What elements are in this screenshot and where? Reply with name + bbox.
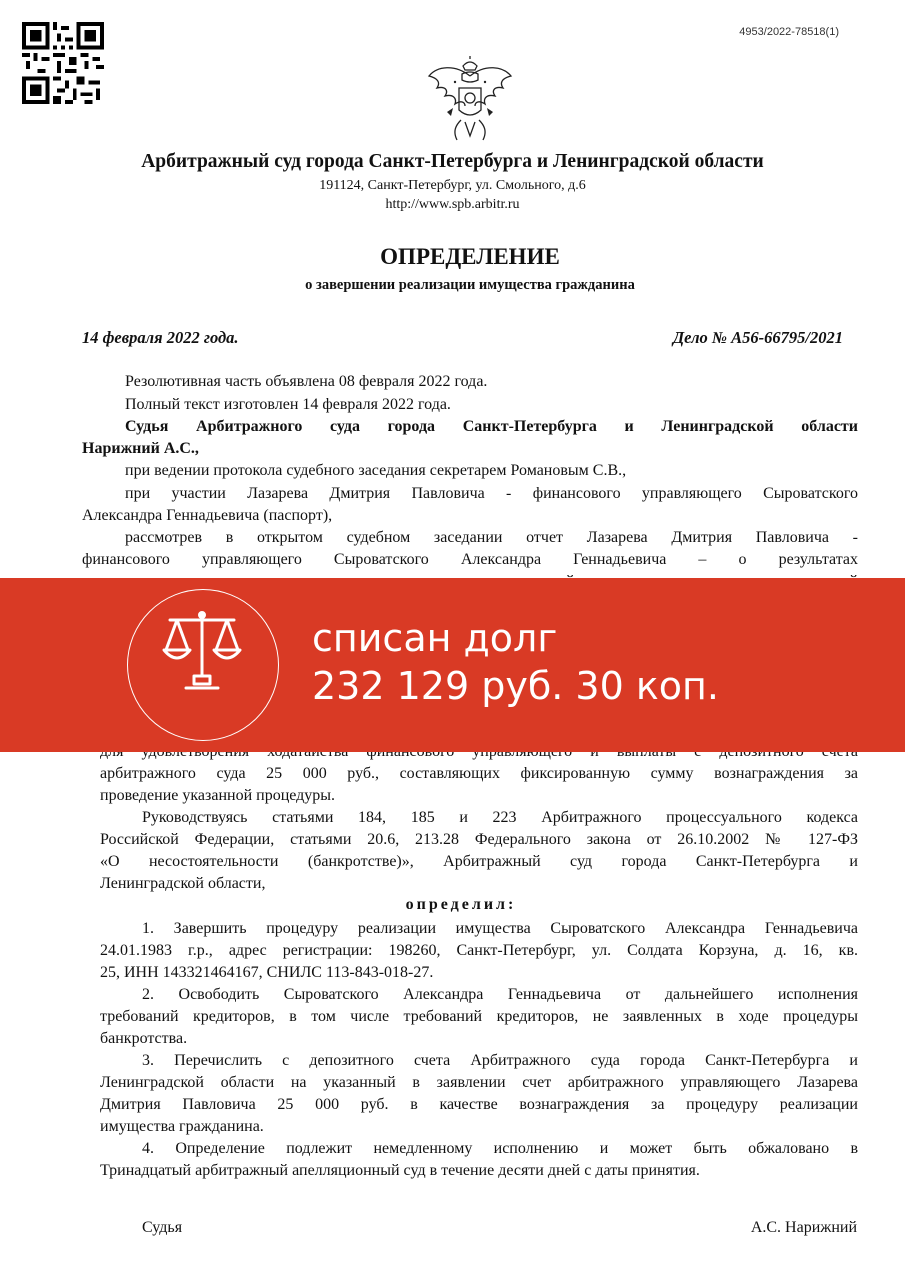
decree-line: 24.01.1983 г.р., адрес регистрации: 198260, Санкт-Петербург, ул. Солдата Корзуна, д. 16, кв.: [100, 942, 858, 959]
paragraph-line: Резолютивная часть объявлена 08 февраля 2022 года.: [125, 373, 488, 390]
paragraph-line: финансового управляющего Сыроватского Александра Геннадьевича – о результатах: [82, 551, 858, 568]
paragraph-line: Судья Арбитражного суда города Санкт-Петербурга и Ленинградской области: [125, 418, 858, 435]
decree-line: 4. Определение подлежит немедленному исполнению и может быть обжаловано в: [142, 1140, 858, 1157]
decree-line: требований кредиторов, в том числе требований кредиторов, не заявленных в ходе процедуры: [100, 1008, 858, 1025]
decree-line: Ленинградской области на указанный в заявлении счет арбитражного управляющего Лазарева: [100, 1074, 858, 1091]
decree-heading: определил:: [405, 896, 517, 913]
paragraph-line: «О несостоятельности (банкротстве)», Арбитражный суд города Санкт-Петербурга и: [100, 853, 858, 870]
paragraph-line: Нарижний А.С.,: [82, 440, 199, 457]
decree-line: 3. Перечислить с депозитного счета Арбитражного суда города Санкт-Петербурга и: [142, 1052, 858, 1069]
paragraph-line: Полный текст изготовлен 14 февраля 2022 года.: [125, 396, 451, 413]
banner-title: списан долг: [312, 616, 558, 660]
document-number: 4953/2022-78518(1): [739, 26, 839, 38]
decree-line: 25, ИНН 143321464167, СНИЛС 113-843-018-27.: [100, 964, 434, 981]
decree-line: Тринадцатый арбитражный апелляционный суд в течение десяти дней с даты принятия.: [100, 1162, 700, 1179]
paragraph-line: Российской Федерации, статьями 20.6, 213.28 Федерального закона от 26.10.2002 № 127-ФЗ: [100, 831, 858, 848]
decree-line: 1. Завершить процедуру реализации имущества Сыроватского Александра Геннадьевича: [142, 920, 858, 937]
decision-date: 14 февраля 2022 года.: [82, 328, 239, 347]
court-website: http://www.spb.arbitr.ru: [385, 197, 520, 212]
signature-name: А.С. Нарижний: [750, 1219, 857, 1236]
qr-code: [22, 22, 104, 104]
decree-line: 2. Освободить Сыроватского Александра Геннадьевича от дальнейшего исполнения: [142, 986, 858, 1003]
signature-label: Судья: [142, 1219, 183, 1236]
banner-amount: 232 129 руб. 30 коп.: [312, 664, 719, 708]
scales-of-justice-icon: [160, 610, 244, 694]
decree-line: банкротства.: [100, 1030, 188, 1047]
paragraph-line: при участии Лазарева Дмитрия Павловича - финансового управляющего Сыроватского: [125, 485, 858, 502]
decree-line: Дмитрия Павловича 25 000 руб. в качестве вознаграждения за процедуру реализации: [100, 1096, 858, 1113]
paragraph-line: Ленинградской области,: [100, 875, 266, 892]
court-address: 191124, Санкт-Петербург, ул. Смольного, д.6: [319, 178, 586, 193]
document-subtitle: о завершении реализации имущества гражданина: [305, 277, 635, 293]
decree-line: имущества гражданина.: [100, 1118, 264, 1135]
court-name: Арбитражный суд города Санкт-Петербурга и Ленинградской области: [141, 151, 764, 172]
paragraph-line: Руководствуясь статьями 184, 185 и 223 Арбитражного процессуального кодекса: [142, 809, 858, 826]
case-number: Дело № А56-66795/2021: [672, 328, 843, 347]
paragraph-line: рассмотрев в открытом судебном заседании отчет Лазарева Дмитрия Павловича -: [125, 529, 858, 546]
coat-of-arms-icon: [425, 56, 515, 144]
paragraph-line: при ведении протокола судебного заседания секретарем Романовым С.В.,: [125, 462, 627, 479]
paragraph-line: Александра Геннадьевича (паспорт),: [82, 507, 333, 524]
document-title: ОПРЕДЕЛЕНИЕ: [380, 244, 560, 269]
debt-written-off-banner: [0, 578, 905, 752]
paragraph-line: проведение указанной процедуры.: [100, 787, 336, 804]
paragraph-line: арбитражного суда 25 000 руб., составляющих фиксированную сумму вознаграждения за: [100, 765, 858, 782]
